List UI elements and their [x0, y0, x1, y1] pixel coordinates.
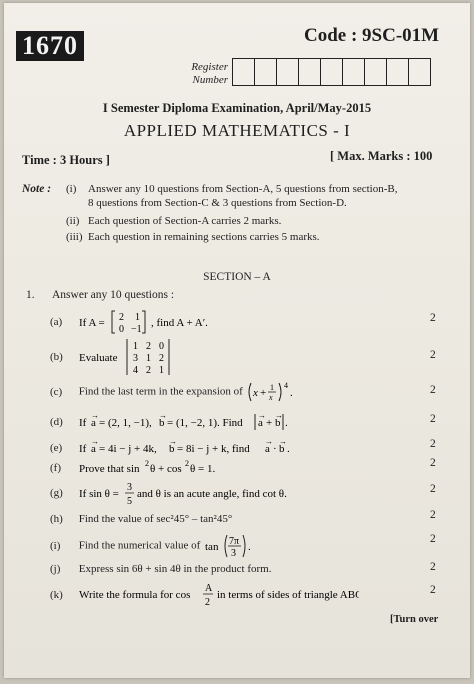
svg-text:1: 1 — [145, 353, 151, 364]
svg-text:7π: 7π — [229, 536, 240, 547]
svg-text:4: 4 — [132, 365, 138, 376]
svg-text:1: 1 — [134, 312, 140, 323]
note-item-continuation: 8 questions from Section-C & 3 questions from Section-D. — [88, 197, 347, 209]
svg-text:Write the formula for cos: Write the formula for cos — [78, 589, 191, 601]
question-number: 1. — [26, 289, 35, 301]
svg-text:tan: tan — [205, 541, 219, 553]
svg-text:x: x — [252, 387, 258, 399]
marks-b: 2 — [430, 349, 436, 361]
svg-text:b: b — [168, 443, 175, 455]
register-number-boxes — [232, 58, 431, 86]
marks-e: 2 — [430, 438, 436, 450]
register-box — [233, 59, 255, 85]
svg-text:→: → — [264, 438, 273, 446]
question-item-k: (k) Write the formula for cos A 2 in terms of sides of triangle ABC. — [50, 581, 359, 609]
svg-text:.: . — [248, 541, 251, 553]
svg-text:2: 2 — [158, 353, 164, 364]
svg-text:3: 3 — [231, 548, 237, 559]
svg-text:b: b — [278, 443, 285, 455]
paper-code: Code : 9SC-01M — [304, 25, 440, 46]
svg-text:→: → — [257, 412, 266, 420]
svg-text:a: a — [264, 443, 270, 455]
svg-text:3: 3 — [126, 482, 132, 493]
svg-text:→: → — [274, 412, 283, 420]
svg-text:a: a — [90, 417, 96, 429]
svg-text:1: 1 — [269, 383, 274, 392]
svg-text:4: 4 — [283, 381, 288, 390]
svg-text:A: A — [204, 583, 212, 594]
svg-text:x: x — [268, 393, 273, 402]
svg-text:Prove that sin: Prove that sin — [78, 463, 140, 475]
register-box — [365, 59, 387, 85]
matrix-expression — [79, 309, 229, 335]
vector-expression-e — [79, 438, 319, 458]
svg-text:0: 0 — [118, 324, 124, 335]
svg-text:If: If — [78, 417, 87, 429]
marks-j: 2 — [430, 561, 436, 573]
exam-page — [4, 3, 470, 678]
svg-text:.: . — [286, 443, 290, 455]
svg-text:+: + — [265, 417, 272, 429]
svg-text:Evaluate: Evaluate — [78, 352, 118, 364]
svg-text:2: 2 — [204, 597, 210, 608]
svg-text:a: a — [257, 417, 263, 429]
register-box — [343, 59, 365, 85]
cos-half-angle-expression — [79, 581, 359, 609]
svg-text:2: 2 — [144, 459, 149, 468]
svg-text:, find A + A′.: , find A + A′. — [150, 317, 208, 329]
question-item-c: (c) Find the last term in the expansion of x + 1 x 4 . — [50, 381, 304, 403]
determinant-expression — [79, 337, 209, 377]
svg-text:b: b — [158, 417, 165, 429]
question-item-f: (f) Prove that sin 2 θ + cos 2 θ = 1. — [50, 459, 259, 477]
question-item-h: (h) Find the value of sec²45° – tan²45° — [50, 513, 233, 525]
binomial-expression — [246, 381, 304, 403]
svg-text:5: 5 — [126, 496, 132, 507]
section-title: SECTION – A — [203, 271, 271, 283]
svg-text:If sin θ =: If sin θ = — [78, 488, 119, 500]
svg-text:b: b — [274, 417, 281, 429]
tan-fraction-expression — [203, 533, 273, 559]
question-item-j: (j) Express sin 6θ + sin 4θ in the product form. — [50, 563, 272, 575]
svg-text:2: 2 — [145, 341, 151, 352]
svg-text:and θ is an acute angle, find: and θ is an acute angle, find cot θ. — [136, 488, 287, 500]
marks-f: 2 — [430, 457, 436, 469]
marks-a: 2 — [430, 312, 436, 324]
svg-text:θ + cos: θ + cos — [149, 463, 182, 475]
svg-text:θ = 1.: θ = 1. — [189, 463, 215, 475]
svg-text:1: 1 — [132, 341, 138, 352]
register-box — [255, 59, 277, 85]
register-box — [409, 59, 430, 85]
svg-text:= (1, −2, 1). Find: = (1, −2, 1). Find — [166, 417, 243, 429]
svg-text:= 4i − j + 4k,: = 4i − j + 4k, — [98, 443, 157, 455]
svg-text:2: 2 — [118, 312, 124, 323]
marks-k: 2 — [430, 584, 436, 596]
marks-h: 2 — [430, 509, 436, 521]
register-box — [321, 59, 343, 85]
marks-d: 2 — [430, 413, 436, 425]
subject-title: APPLIED MATHEMATICS - I — [123, 121, 351, 140]
svg-text:→: → — [90, 438, 99, 446]
register-box — [299, 59, 321, 85]
max-marks: [ Max. Marks : 100 — [330, 149, 433, 163]
svg-text:→: → — [278, 438, 287, 446]
svg-text:0: 0 — [158, 341, 164, 352]
marks-g: 2 — [430, 483, 436, 495]
vector-expression-d — [79, 412, 319, 432]
marks-c: 2 — [430, 384, 436, 396]
svg-text:If A =: If A = — [78, 317, 105, 329]
svg-text:→: → — [90, 412, 99, 420]
svg-text:1: 1 — [158, 365, 164, 376]
svg-text:If: If — [78, 443, 87, 455]
svg-text:2: 2 — [145, 365, 151, 376]
paper-id-badge: 1670 — [16, 31, 84, 61]
svg-text:→: → — [168, 438, 177, 446]
note-item: (i) Answer any 10 questions from Section-A, 5 questions from section-B, — [66, 183, 398, 195]
register-label: Register Number — [191, 61, 228, 86]
svg-text:.: . — [289, 387, 293, 399]
svg-text:a: a — [90, 443, 96, 455]
svg-text:.: . — [284, 417, 288, 429]
svg-text:in terms of sides of triangle: in terms of sides of triangle ABC. — [216, 589, 359, 601]
marks-i: 2 — [430, 533, 436, 545]
svg-text:= 8i − j + k, find: = 8i − j + k, find — [176, 443, 250, 455]
turn-over-footer: [Turn over — [390, 614, 439, 625]
note-label: Note : — [22, 183, 52, 195]
svg-text:→: → — [158, 412, 167, 420]
svg-text:−1: −1 — [130, 324, 142, 335]
exam-title: I Semester Diploma Examination, April/May-2015 — [102, 101, 372, 115]
time-allowed: Time : 3 Hours ] — [22, 153, 110, 167]
question-item-e: (e) If a → = 4i − j + 4k, b → = 8i − j + k, find a → · b → . — [50, 438, 319, 458]
register-box — [277, 59, 299, 85]
svg-text:+: + — [259, 387, 266, 399]
note-item: (ii) Each question of Section-A carries 2 marks. — [66, 215, 282, 227]
svg-text:·: · — [272, 443, 277, 455]
register-box — [387, 59, 409, 85]
question-item-i: (i) Find the numerical value of tan 7π 3 . — [50, 533, 273, 559]
question-item-a: (a) If A = 2 1 0 −1 , find A + A′. — [50, 309, 229, 335]
svg-text:3: 3 — [132, 353, 138, 364]
svg-text:2: 2 — [184, 459, 189, 468]
svg-text:= (2, 1, −1),: = (2, 1, −1), — [98, 417, 152, 429]
trig-fraction-expression — [79, 479, 319, 507]
note-item: (iii) Each question in remaining sections carries 5 marks. — [66, 231, 320, 243]
identity-expression — [79, 459, 259, 477]
question-item-d: (d) If a → = (2, 1, −1), b → = (1, −2, 1). Find a → + b → . — [50, 412, 319, 432]
question-instruction: Answer any 10 questions : — [52, 289, 175, 301]
question-item-g: (g) If sin θ = 3 5 and θ is an acute angle, find cot θ. — [50, 479, 319, 507]
question-item-b: (b) Evaluate 1 2 0 3 1 2 4 2 1 — [50, 337, 209, 377]
